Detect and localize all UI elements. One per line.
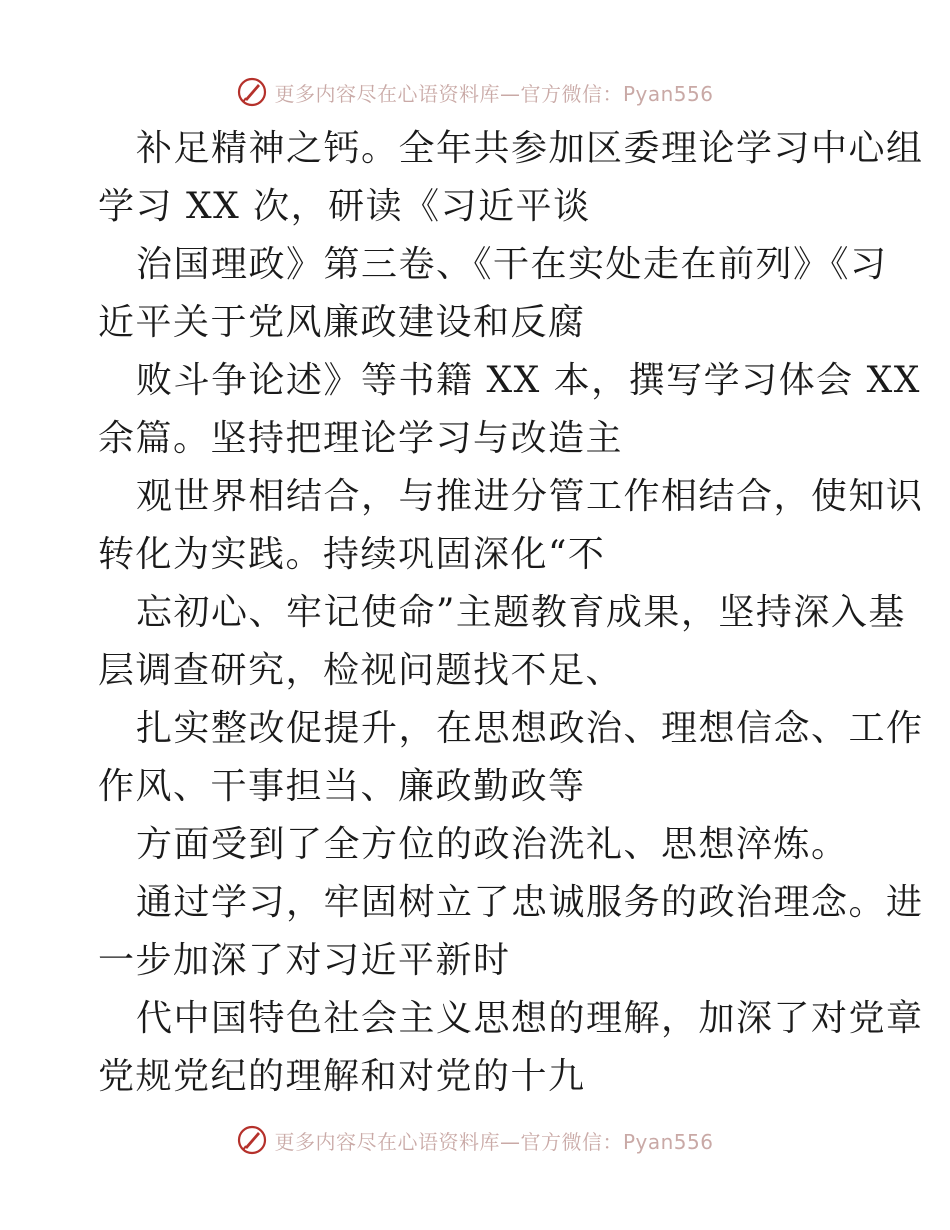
feather-pen-logo-icon	[236, 1124, 268, 1156]
footer-banner	[0, 1120, 950, 1160]
text-line: 补足精神之钙。全年共参加区委理论学习中心组	[136, 128, 924, 169]
text-line: 通过学习，牢固树立了忠诚服务的政治理念。进	[136, 882, 924, 923]
text-line: 忘初心、牢记使命”主题教育成果，坚持深入基	[136, 592, 906, 633]
header-banner-text: 更多内容尽在心语资料库—官方微信：Pyan556	[274, 81, 714, 106]
text-line: 扎实整改促提升，在思想政治、理想信念、工作	[136, 708, 924, 749]
feather-pen-logo-icon	[236, 76, 268, 108]
text-line: 余篇。坚持把理论学习与改造主	[98, 418, 624, 459]
footer-banner-text: 更多内容尽在心语资料库—官方微信：Pyan556	[274, 1129, 714, 1154]
text-line: 层调查研究，检视问题找不足、	[98, 650, 624, 691]
text-line: 方面受到了全方位的政治洗礼、思想淬炼。	[136, 824, 849, 865]
text-line: 观世界相结合，与推进分管工作相结合，使知识	[136, 476, 924, 517]
text-line: 治国理政》第三卷、《干在实处走在前列》《习	[136, 244, 888, 285]
text-line: 党规党纪的理解和对党的十九	[98, 1056, 586, 1097]
document-body	[98, 120, 924, 1106]
text-line: 转化为实践。持续巩固深化“不	[98, 534, 606, 575]
text-line: 近平关于党风廉政建设和反腐	[98, 302, 586, 343]
header-banner	[0, 72, 950, 112]
text-line: 败斗争论述》等书籍 XX 本，撰写学习体会 XX	[136, 360, 921, 401]
text-line: 一步加深了对习近平新时	[98, 940, 511, 981]
text-line: 学习 XX 次，研读《习近平谈	[98, 186, 591, 227]
text-line: 作风、干事担当、廉政勤政等	[98, 766, 586, 807]
text-line: 代中国特色社会主义思想的理解，加深了对党章	[136, 998, 924, 1039]
